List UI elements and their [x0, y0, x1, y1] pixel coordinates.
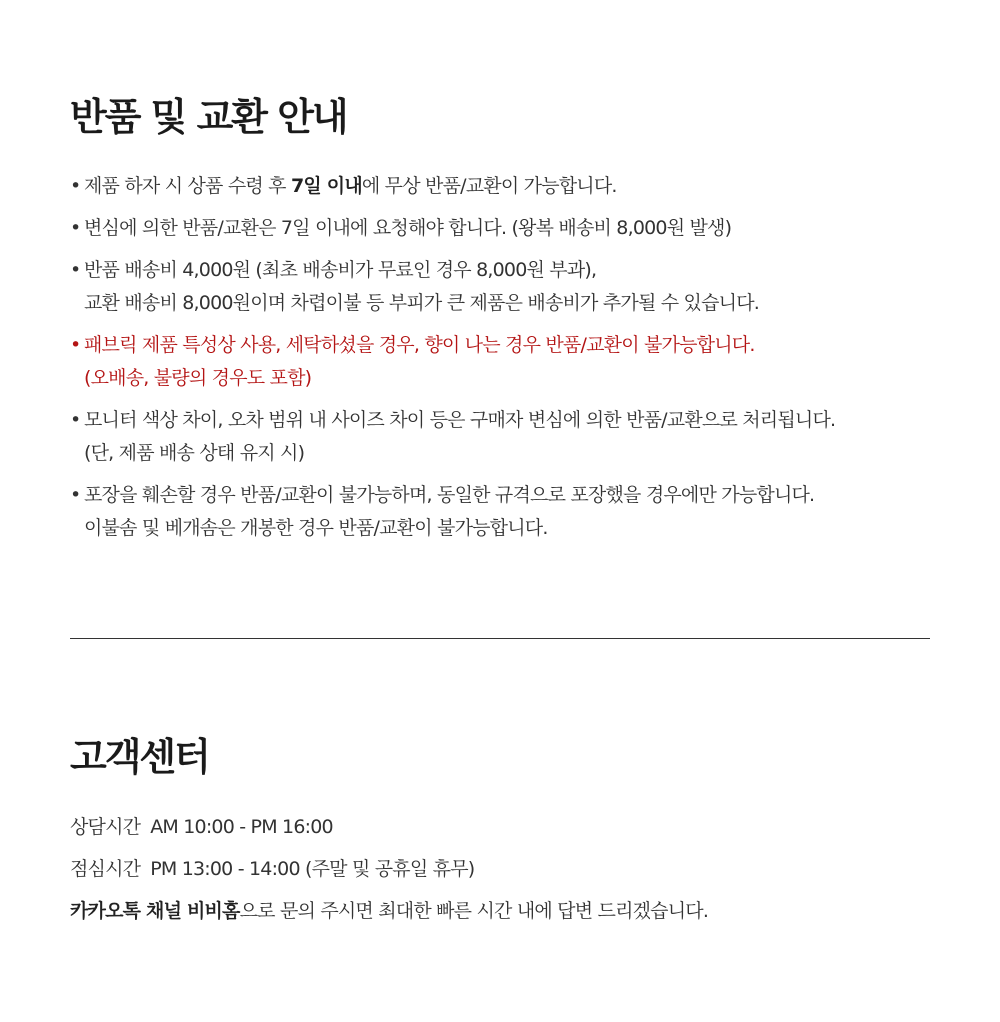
- customer-center-section: [70, 732, 930, 922]
- policy-text: 반품 배송비 4,000원 (최초 배송비가 무료인 경우 8,000원 부과),: [84, 259, 597, 281]
- policy-item-change-of-mind: [70, 212, 930, 245]
- bullet-icon: •: [70, 409, 81, 431]
- kakao-channel-text: 으로 문의 주시면 최대한 빠른 시간 내에 답변 드리겠습니다.: [239, 900, 709, 922]
- policy-item-defect: [70, 170, 930, 203]
- section-divider: [70, 638, 930, 639]
- return-policy-list: [70, 170, 930, 554]
- customer-center-title: 고객센터: [70, 735, 209, 779]
- policy-text: 이불솜 및 베개솜은 개봉한 경우 반품/교환이 불가능합니다.: [84, 517, 548, 539]
- bullet-icon: •: [70, 259, 81, 281]
- consult-hours-row: [70, 810, 930, 844]
- return-exchange-title: 반품 및 교환 안내: [70, 95, 347, 139]
- policy-text: 제품 하자 시 상품 수령 후: [84, 175, 291, 197]
- policy-text: 모니터 색상 차이, 오차 범위 내 사이즈 차이 등은 구매자 변심에 의한 반품/교환으로 처리됩니다.: [84, 409, 836, 431]
- policy-text: 교환 배송비 8,000원이며 차렵이불 등 부피가 큰 제품은 배송비가 추가될 수 있습니다.: [84, 292, 759, 314]
- policy-text: 에 무상 반품/교환이 가능합니다.: [361, 175, 617, 197]
- consult-hours-value: AM 10:00 - PM 16:00: [150, 816, 333, 838]
- lunch-hours-row: [70, 852, 930, 886]
- policy-item-fabric-warning: [70, 329, 930, 395]
- policy-warning-text: 패브릭 제품 특성상 사용, 세탁하셨을 경우, 향이 나는 경우 반품/교환이 불가능합니다.: [84, 334, 755, 356]
- policy-text: 변심에 의한 반품/교환은 7일 이내에 요청해야 합니다. (왕복 배송비 8,000원 발생): [84, 217, 732, 239]
- policy-warning-text: (오배송, 불량의 경우도 포함): [84, 367, 312, 389]
- lunch-hours-label: 점심시간: [70, 858, 141, 880]
- policy-item-shipping-fee: [70, 254, 930, 320]
- policy-item-monitor-color: [70, 404, 930, 470]
- policy-item-packaging: [70, 479, 930, 545]
- policy-text: 포장을 훼손할 경우 반품/교환이 불가능하며, 동일한 규격으로 포장했을 경우에만 가능합니다.: [84, 484, 815, 506]
- policy-highlight: 7일 이내: [290, 175, 362, 197]
- lunch-hours-value: PM 13:00 - 14:00 (주말 및 공휴일 휴무): [150, 858, 475, 880]
- policy-text: (단, 제품 배송 상태 유지 시): [84, 442, 305, 464]
- bullet-icon: •: [70, 484, 81, 506]
- customer-center-info: [70, 810, 930, 936]
- return-exchange-section: [70, 92, 930, 539]
- kakao-channel-name: 카카오톡 채널 비비홈: [70, 900, 240, 922]
- consult-hours-label: 상담시간: [70, 816, 141, 838]
- bullet-icon: •: [70, 334, 81, 356]
- bullet-icon: •: [70, 217, 81, 239]
- bullet-icon: •: [70, 175, 81, 197]
- kakao-channel-row: [70, 894, 930, 928]
